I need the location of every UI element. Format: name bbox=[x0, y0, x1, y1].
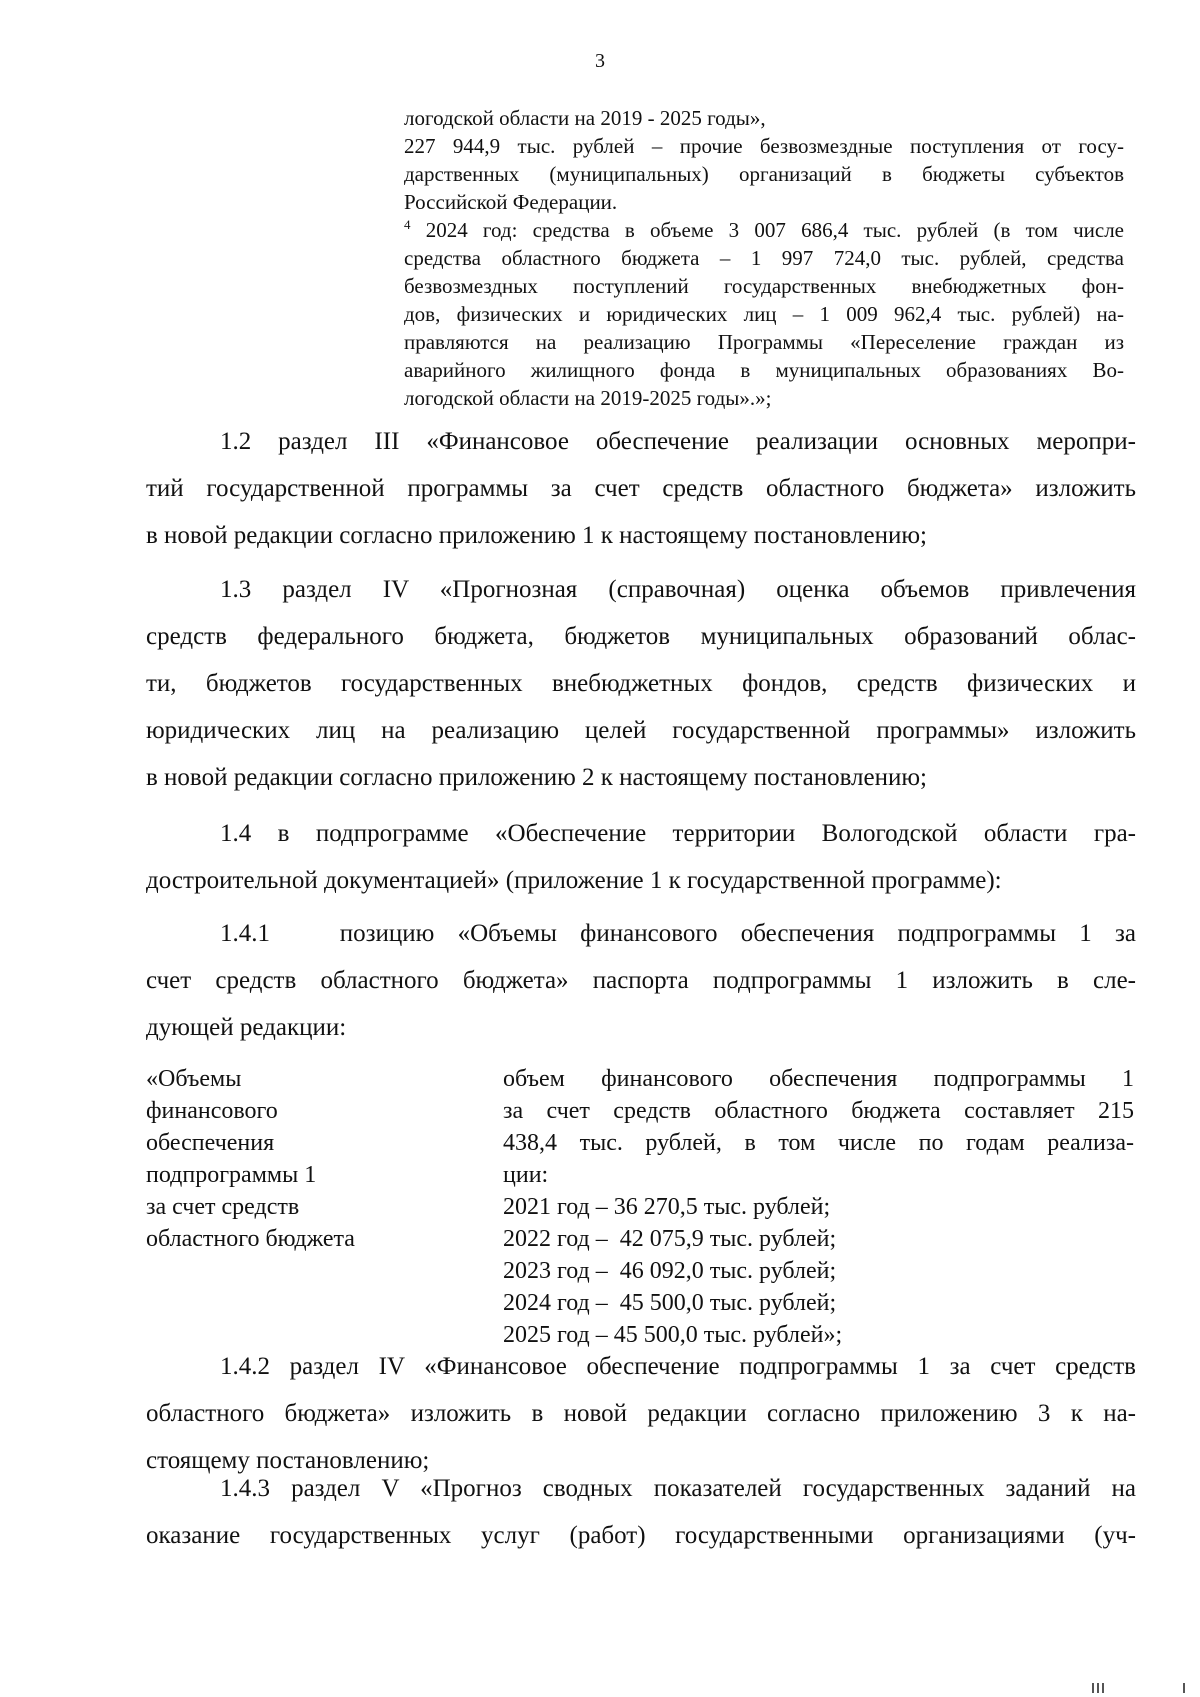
scan-mark bbox=[1092, 1683, 1094, 1693]
page-number: 3 bbox=[595, 50, 605, 72]
passport-year-line: 2024 год – 45 500,0 тыс. рублей; bbox=[503, 1290, 837, 1316]
text-line: стоящему постановлению; bbox=[146, 1447, 430, 1474]
footnote-line: безвозмездных поступлений государственных внебюджетных фон- bbox=[404, 274, 1124, 298]
text-line: 1.4.2 раздел IV «Финансовое обеспечение подпрограммы 1 за счет средств bbox=[220, 1353, 1136, 1380]
passport-position-label bbox=[146, 1063, 486, 1255]
text-line: тий государственной программы за счет средств областного бюджета» изложить bbox=[146, 475, 1136, 502]
footnote-line-4 bbox=[404, 216, 1124, 244]
text-line: 1.4.1 позицию «Объемы финансового обеспечения подпрограммы 1 за bbox=[220, 920, 1136, 947]
text-line: в новой редакции согласно приложению 1 к настоящему постановлению; bbox=[146, 522, 928, 549]
passport-year-line: 2022 год – 42 075,9 тыс. рублей; bbox=[503, 1226, 837, 1252]
footnote-line: дов, физических и юридических лиц – 1 009 962,4 тыс. рублей) на- bbox=[404, 302, 1124, 326]
text-line: оказание государственных услуг (работ) государственными организациями (уч- bbox=[146, 1522, 1136, 1549]
text-line: в новой редакции согласно приложению 2 к настоящему постановлению; bbox=[146, 764, 928, 791]
passport-position-value bbox=[503, 1063, 1134, 1351]
text-line: достроительной документацией» (приложение 1 к государственной программе): bbox=[146, 867, 1002, 894]
text-line: 1.4 в подпрограмме «Обеспечение территории Вологодской области гра- bbox=[220, 820, 1136, 847]
footnote-block bbox=[404, 104, 1124, 412]
paragraph-1-2 bbox=[146, 418, 1136, 559]
passport-label-line: обеспечения bbox=[146, 1130, 275, 1156]
text-line: дующей редакции: bbox=[146, 1014, 347, 1041]
passport-year-line: 2021 год – 36 270,5 тыс. рублей; bbox=[503, 1194, 831, 1220]
text-line: ти, бюджетов государственных внебюджетных фондов, средств физических и bbox=[146, 670, 1136, 697]
passport-label-line: «Объемы bbox=[146, 1066, 242, 1092]
passport-value-line: за счет средств областного бюджета составляет 215 bbox=[503, 1098, 1134, 1124]
paragraph-1-4-2 bbox=[146, 1343, 1136, 1484]
text-line: юридических лиц на реализацию целей государственной программы» изложить bbox=[146, 717, 1136, 744]
footnote-line: логодской области на 2019 - 2025 годы», bbox=[404, 106, 766, 130]
passport-year-line: 2023 год – 46 092,0 тыс. рублей; bbox=[503, 1258, 837, 1284]
passport-label-line: финансового bbox=[146, 1098, 278, 1124]
passport-label-line: за счет средств bbox=[146, 1194, 300, 1220]
footnote-line-text: 2024 год: средства в объеме 3 007 686,4 тыс. рублей (в том числе bbox=[425, 218, 1124, 242]
footnote-line: средства областного бюджета – 1 997 724,0 тыс. рублей, средства bbox=[404, 246, 1124, 270]
passport-value-line: объем финансового обеспечения подпрограммы 1 bbox=[503, 1066, 1134, 1092]
scan-mark bbox=[1097, 1683, 1099, 1693]
passport-year-line: 2025 год – 45 500,0 тыс. рублей»; bbox=[503, 1322, 843, 1348]
text-line: 1.4.3 раздел V «Прогноз сводных показателей государственных заданий на bbox=[220, 1475, 1136, 1502]
footnote-line: Российской Федерации. bbox=[404, 190, 618, 214]
text-line: 1.2 раздел III «Финансовое обеспечение реализации основных меропри- bbox=[220, 428, 1136, 455]
paragraph-1-4-1 bbox=[146, 910, 1136, 1051]
text-line: 1.3 раздел IV «Прогнозная (справочная) оценка объемов привлечения bbox=[220, 576, 1136, 603]
passport-value-line: 438,4 тыс. рублей, в том числе по годам реализа- bbox=[503, 1130, 1134, 1156]
text-line: счет средств областного бюджета» паспорта подпрограммы 1 изложить в сле- bbox=[146, 967, 1136, 994]
passport-label-line: подпрограммы 1 bbox=[146, 1162, 317, 1188]
footnote-marker: 4 bbox=[404, 217, 411, 232]
footnote-line: 227 944,9 тыс. рублей – прочие безвозмездные поступления от госу- bbox=[404, 134, 1124, 158]
scan-mark bbox=[1183, 1683, 1185, 1693]
text-line: средств федерального бюджета, бюджетов муниципальных образований облас- bbox=[146, 623, 1136, 650]
footnote-line: аварийного жилищного фонда в муниципальных образованиях Во- bbox=[404, 358, 1124, 382]
passport-label-line: областного бюджета bbox=[146, 1226, 355, 1252]
footnote-line: логодской области на 2019-2025 годы».»; bbox=[404, 386, 772, 410]
passport-value-line: ции: bbox=[503, 1162, 549, 1188]
footnote-line: дарственных (муниципальных) организаций в бюджеты субъектов bbox=[404, 162, 1124, 186]
paragraph-1-3 bbox=[146, 566, 1136, 801]
scan-mark bbox=[1102, 1683, 1104, 1693]
text-line: областного бюджета» изложить в новой редакции согласно приложению 3 к на- bbox=[146, 1400, 1136, 1427]
paragraph-1-4 bbox=[146, 810, 1136, 904]
footnote-line: правляются на реализацию Программы «Переселение граждан из bbox=[404, 330, 1124, 354]
paragraph-1-4-3 bbox=[146, 1465, 1136, 1559]
